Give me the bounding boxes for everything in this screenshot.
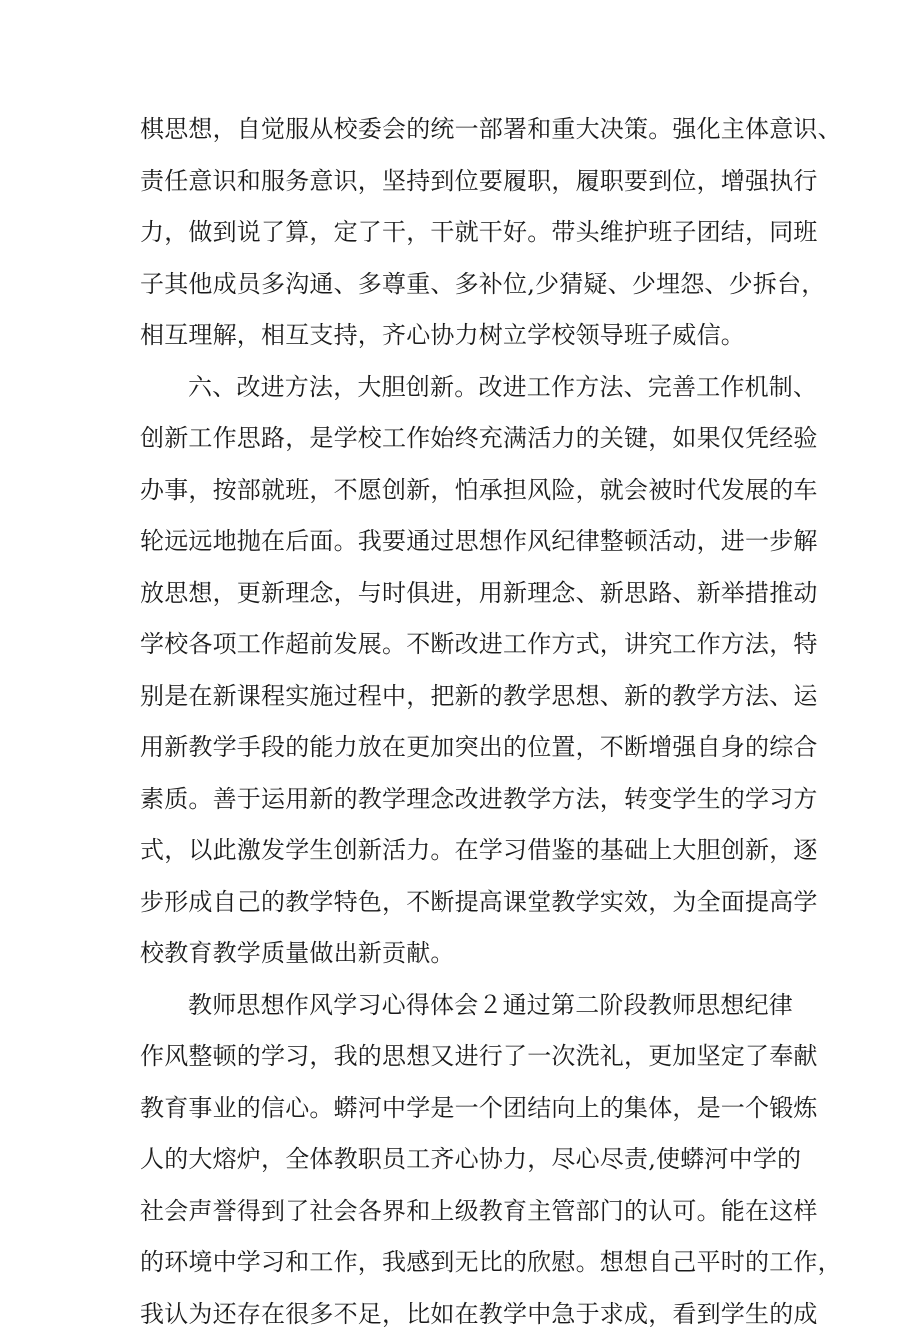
text-line: 教师思想作风学习心得体会２通过第二阶段教师思想纪律 [140, 980, 780, 1032]
text-line: 步形成自己的教学特色，不断提高课堂教学实效，为全面提高学 [140, 877, 780, 929]
paragraph-2 [140, 362, 780, 980]
text-line: 学校各项工作超前发展。不断改进工作方式，讲究工作方法，特 [140, 619, 780, 671]
text-line: 子其他成员多沟通、多尊重、多补位,少猜疑、少埋怨、少拆台， [140, 259, 780, 311]
text-line: 力，做到说了算，定了干，干就干好。带头维护班子团结，同班 [140, 207, 780, 259]
text-line: 教育事业的信心。蟒河中学是一个团结向上的集体，是一个锻炼 [140, 1083, 780, 1135]
text-line: 放思想，更新理念，与时俱进，用新理念、新思路、新举措推动 [140, 568, 780, 620]
text-line: 式，以此激发学生创新活力。在学习借鉴的基础上大胆创新，逐 [140, 825, 780, 877]
text-line: 棋思想，自觉服从校委会的统一部署和重大决策。强化主体意识、 [140, 104, 780, 156]
text-line: 的环境中学习和工作，我感到无比的欣慰。想想自己平时的工作， [140, 1237, 780, 1289]
text-line: 别是在新课程实施过程中，把新的教学思想、新的教学方法、运 [140, 671, 780, 723]
text-line: 我认为还存在很多不足，比如在教学中急于求成，看到学生的成 [140, 1289, 780, 1340]
text-line: 创新工作思路，是学校工作始终充满活力的关键，如果仅凭经验 [140, 413, 780, 465]
paragraph-1 [140, 104, 780, 362]
text-line: 相互理解，相互支持，齐心协力树立学校领导班子威信。 [140, 310, 780, 362]
text-line: 轮远远地抛在后面。我要通过思想作风纪律整顿活动，进一步解 [140, 516, 780, 568]
document-page [140, 104, 780, 1340]
text-line: 六、改进方法，大胆创新。改进工作方法、完善工作机制、 [140, 362, 780, 414]
text-line: 作风整顿的学习，我的思想又进行了一次洗礼，更加坚定了奉献 [140, 1031, 780, 1083]
text-line: 用新教学手段的能力放在更加突出的位置，不断增强自身的综合 [140, 722, 780, 774]
text-line: 责任意识和服务意识，坚持到位要履职，履职要到位，增强执行 [140, 156, 780, 208]
text-line: 社会声誉得到了社会各界和上级教育主管部门的认可。能在这样 [140, 1186, 780, 1238]
text-line: 素质。善于运用新的教学理念改进教学方法，转变学生的学习方 [140, 774, 780, 826]
paragraph-3 [140, 980, 780, 1340]
text-line: 办事，按部就班，不愿创新，怕承担风险，就会被时代发展的车 [140, 465, 780, 517]
text-line: 人的大熔炉，全体教职员工齐心协力，尽心尽责,使蟒河中学的 [140, 1134, 780, 1186]
text-line: 校教育教学质量做出新贡献。 [140, 928, 780, 980]
